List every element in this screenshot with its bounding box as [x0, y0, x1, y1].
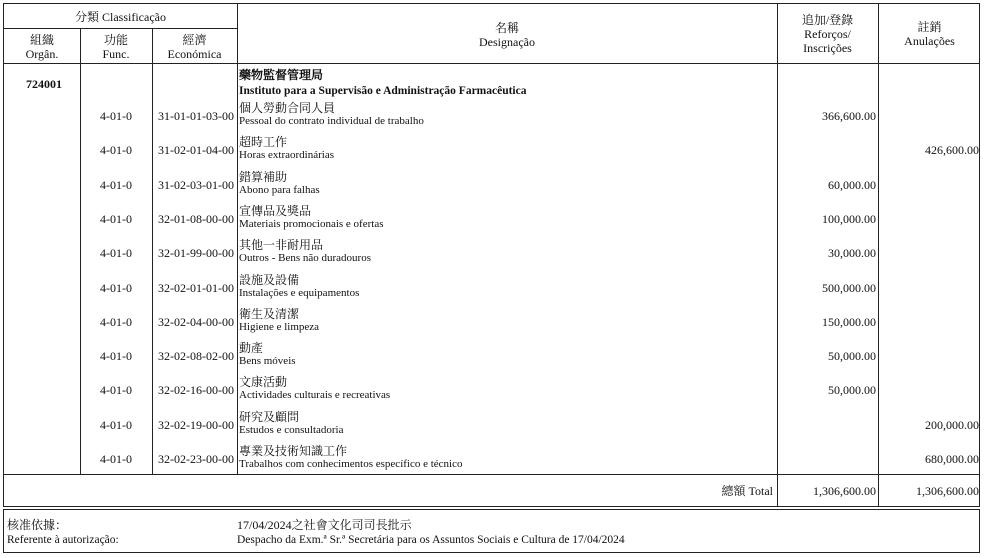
- table-row: [4, 200, 981, 234]
- table-row: [4, 303, 981, 337]
- total-reforcos: 1,306,600.00: [813, 484, 876, 498]
- designation-zh: 超時工作: [239, 135, 288, 150]
- basis-label-zh: 核准依據：: [7, 518, 68, 532]
- basis-label-pt: Referente à autorização:: [7, 534, 119, 546]
- economic-code: 32-01-08-00-00: [158, 211, 234, 226]
- designation-zh: 衛生及清潔: [239, 306, 300, 321]
- designation-zh: 動產: [239, 341, 264, 356]
- function-code: 4-01-0: [100, 177, 132, 192]
- economic-code: 32-02-19-00-00: [158, 417, 234, 432]
- reforcos-amount: 50,000.00: [828, 349, 876, 364]
- economic-code: 31-02-03-01-00: [158, 177, 234, 192]
- designation-zh: 設施及設備: [239, 272, 300, 287]
- organ-heading-pt: Orgân.: [25, 47, 59, 61]
- table-row: [4, 166, 981, 200]
- economic-code: 31-01-01-03-00: [158, 109, 234, 123]
- designation-pt: Estudos e consultadoria: [239, 423, 344, 436]
- organ-name-zh: 藥物監督管理局: [239, 68, 324, 82]
- organ-name-pt: Instituto para a Supervisão e Administração Farmacêutica: [239, 85, 527, 97]
- reforcos-heading-pt1: Reforços/: [804, 27, 851, 41]
- reforcos-amount: 500,000.00: [822, 280, 876, 295]
- anulacoes-heading-pt: Anulações: [904, 34, 955, 48]
- reforcos-amount: 366,600.00: [822, 109, 876, 123]
- authorization-footer: [3, 509, 980, 553]
- function-code: 4-01-0: [100, 143, 132, 158]
- function-code: 4-01-0: [100, 280, 132, 295]
- designation-heading-zh: 名稱: [494, 21, 519, 35]
- total-row: [3, 475, 980, 507]
- reforcos-amount: 60,000.00: [828, 177, 876, 192]
- table-row: [4, 97, 981, 131]
- designation-pt: Bens móveis: [239, 355, 296, 368]
- anulacoes-amount: 426,600.00: [925, 143, 979, 158]
- func-heading-pt: Func.: [102, 47, 130, 61]
- function-code: 4-01-0: [100, 211, 132, 226]
- designation-heading-pt: Designação: [479, 35, 535, 49]
- organ-heading-zh: 組織: [29, 33, 54, 47]
- economic-code: 32-02-16-00-00: [158, 383, 234, 398]
- economic-code: 32-02-08-02-00: [158, 349, 234, 364]
- total-anulacoes: 1,306,600.00: [916, 484, 979, 498]
- table-row: [4, 440, 981, 474]
- designation-zh: 錯算補助: [239, 169, 288, 184]
- table-row: [4, 371, 981, 405]
- reforcos-heading-zh: 追加/登錄: [801, 13, 854, 27]
- designation-pt: Trabalhos com conhecimentos específico e técnico: [239, 458, 463, 470]
- func-heading-zh: 功能: [103, 33, 128, 47]
- authorization-pt: Despacho da Exm.ª Sr.ª Secretária para os Assuntos Sociais e Cultura de 17/04/2024: [237, 534, 625, 546]
- designation-pt: Materiais promocionais e ofertas: [239, 217, 384, 230]
- function-code: 4-01-0: [100, 314, 132, 329]
- designation-zh: 文康活動: [239, 375, 288, 390]
- function-code: 4-01-0: [100, 109, 132, 123]
- authorization-zh: 17/04/2024之社會文化司司長批示: [237, 518, 412, 532]
- table-row: [4, 337, 981, 371]
- reforcos-amount: 50,000.00: [828, 383, 876, 398]
- econ-heading-pt: Económica: [167, 47, 222, 61]
- table-row: [4, 406, 981, 440]
- economic-code: 32-02-04-00-00: [158, 314, 234, 329]
- econ-heading-zh: 經濟: [182, 33, 207, 47]
- economic-code: 32-01-99-00-00: [158, 246, 234, 261]
- designation-zh: 個人勞動合同人員: [239, 101, 336, 115]
- designation-pt: Higiene e limpeza: [239, 320, 320, 333]
- designation-pt: Instalações e equipamentos: [239, 286, 360, 299]
- designation-zh: 專業及技術知識工作: [239, 444, 348, 458]
- table-body: [3, 63, 980, 475]
- designation-zh: 宣傳品及獎品: [239, 203, 312, 218]
- function-code: 4-01-0: [100, 383, 132, 398]
- designation-pt: Outros - Bens não duradouros: [239, 252, 371, 265]
- table-header: [3, 3, 980, 64]
- designation-pt: Horas extraordinárias: [239, 149, 334, 162]
- reforcos-amount: 30,000.00: [828, 246, 876, 261]
- economic-code: 32-02-01-01-00: [158, 280, 234, 295]
- function-code: 4-01-0: [100, 452, 132, 466]
- organ-code: 724001: [26, 77, 62, 91]
- designation-zh: 其他一非耐用品: [239, 238, 324, 253]
- anulacoes-amount: 680,000.00: [925, 452, 979, 466]
- function-code: 4-01-0: [100, 349, 132, 364]
- classification-heading: 分類 Classificação: [75, 10, 166, 24]
- reforcos-heading-pt2: Inscrições: [803, 41, 852, 55]
- economic-code: 32-02-23-00-00: [158, 452, 234, 466]
- function-code: 4-01-0: [100, 417, 132, 432]
- designation-pt: Actividades culturais e recreativas: [239, 389, 391, 402]
- reforcos-amount: 100,000.00: [822, 211, 876, 226]
- designation-pt: Abono para falhas: [239, 183, 320, 196]
- function-code: 4-01-0: [100, 246, 132, 261]
- designation-pt: Pessoal do contrato individual de trabalho: [239, 115, 424, 127]
- economic-code: 31-02-01-04-00: [158, 143, 234, 158]
- designation-zh: 研究及顧問: [239, 409, 300, 424]
- reforcos-amount: 150,000.00: [822, 314, 876, 329]
- table-row: [4, 269, 981, 303]
- table-row: [4, 234, 981, 268]
- table-row: [4, 131, 981, 165]
- anulacoes-amount: 200,000.00: [925, 417, 979, 432]
- anulacoes-heading-zh: 註銷: [917, 20, 942, 34]
- total-label: 總額 Total: [721, 484, 773, 498]
